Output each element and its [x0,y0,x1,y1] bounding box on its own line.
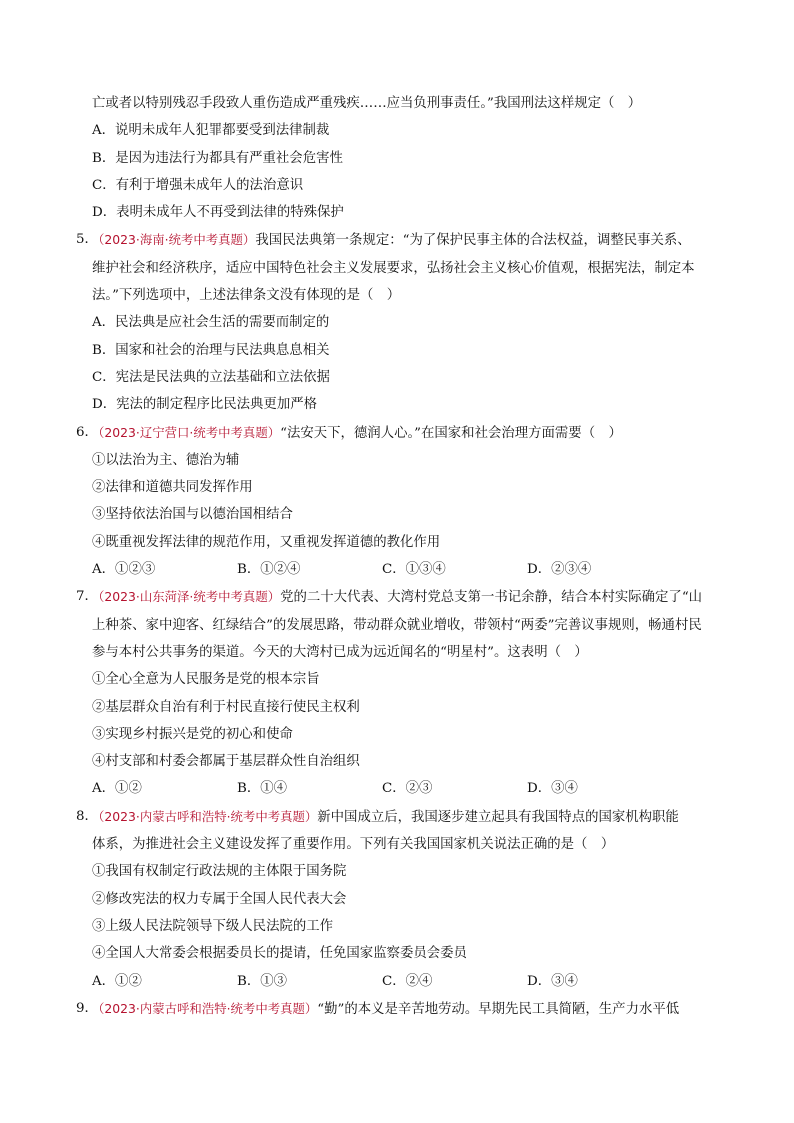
q5-stem-text-1: 我国民法典第一条规定：“为了保护民事主体的合法权益，调整民事关系、 [255,233,691,249]
q5-stem-line-2: 维护社会和经济秩序，适应中国特色社会主义发展要求，弘扬社会主义核心价值观，根据宪法，制定本 [92,260,695,276]
q7-stem-text-1: 党的二十大代表、大湾村党总支第一书记余静，结合本村实际确定了“山 [280,590,703,606]
question-6 [76,419,712,584]
q8-item-3: ③上级人民法院领导下级人民法院的工作 [92,918,334,934]
question-9 [76,995,712,1023]
q6-item-4: ④既重视发挥法律的规范作用，又重视发挥道德的教化作用 [92,534,441,550]
question-7 [76,583,712,802]
q4-option-b: B．是因为违法行为都具有严重社会危害性 [92,150,343,166]
q9-stem-line-1 [76,995,712,1023]
q6-option-d: D．②③④ [527,562,592,578]
q5-option-c: C．宪法是民法典的立法基础和立法依据 [92,369,330,385]
q7-item-1: ①全心全意为人民服务是党的根本宗旨 [92,672,320,688]
q7-option-d: D．③④ [527,781,578,797]
q5-number: 5． [76,232,98,248]
q4-option-c: C．有利于增强未成年人的法治意识 [92,177,304,193]
question-8 [76,803,712,995]
q8-stem-line-1 [76,803,712,831]
q8-item-1: ①我国有权制定行政法规的主体限于国务院 [92,864,347,880]
q5-option-a: A．民法典是应社会生活的需要而制定的 [92,315,330,331]
q6-item-1: ①以法治为主、德治为辅 [92,452,240,468]
q5-option-b: B．国家和社会的治理与民法典息息相关 [92,342,330,358]
q7-option-a: A．①② [92,781,142,797]
q6-option-c: C．①③④ [382,562,446,578]
q6-option-a: A．①②③ [92,562,156,578]
q6-stem-text-1: “法安天下，德润人心。”在国家和社会治理方面需要（ ） [280,425,622,441]
q8-option-b: B．①③ [237,973,288,989]
q9-number: 9． [76,1000,98,1016]
q8-option-d: D．③④ [527,973,578,989]
q8-item-2: ②修改宪法的权力专属于全国人民代表大会 [92,891,347,907]
q7-item-2: ②基层群众自治有利于村民直接行使民主权利 [92,699,360,715]
q8-stem-line-2: 体系，为推进社会主义建设发挥了重要作用。下列有关我国国家机关说法正确的是（ ） [92,837,615,853]
q7-item-4: ④村支部和村委会都属于基层群众性自治组织 [92,754,360,770]
q5-stem-line-1 [76,226,712,254]
q9-source: （2023·内蒙古呼和浩特·统考中考真题） [92,1000,318,1016]
q8-option-a: A．①② [92,973,142,989]
question-4-tail [92,90,712,226]
q5-source: （2023·海南·统考中考真题） [92,232,256,248]
q7-item-3: ③实现乡村振兴是党的初心和使命 [92,726,293,742]
q8-number: 8． [76,808,98,824]
q7-stem-line-1 [76,583,712,611]
q4-stem-line: 亡或者以特别残忍手段致人重伤造成严重残疾……应当负刑事责任。”我国刑法这样规定（ ） [92,96,642,111]
q4-option-a: A．说明未成年人犯罪都要受到法律制裁 [92,123,330,139]
q7-stem-line-2: 上种茶、家中迎客、红绿结合”的发展思路，带动群众就业增收，带领村“两委”完善议事规则，畅通村民 [92,617,702,633]
q6-item-3: ③坚持依法治国与以德治国相结合 [92,507,293,523]
q7-number: 7． [76,589,98,605]
q7-option-b: B．①④ [237,781,288,797]
q7-option-c: C．②③ [382,781,433,797]
q8-option-c: C．②④ [382,973,433,989]
q7-options-row [92,775,612,802]
q8-item-4: ④全国人大常委会根据委员长的提请，任免国家监察委员会委员 [92,946,467,962]
q5-stem-line-3: 法。”下列选项中，上述法律条文没有体现的是（ ） [92,288,401,304]
q6-stem-line-1 [76,419,712,447]
q6-source: （2023·辽宁营口·统考中考真题） [92,424,281,440]
question-5 [76,226,712,418]
q6-options-row [92,556,612,583]
q6-item-2: ②法律和道德共同发挥作用 [92,480,253,496]
q7-source: （2023·山东菏泽·统考中考真题） [92,589,281,605]
exam-page [76,90,712,1023]
q8-stem-text-1: 新中国成立后，我国逐步建立起具有我国特点的国家机构职能 [317,809,679,825]
q7-stem-line-3: 参与本村公共事务的渠道。今天的大湾村已成为远近闻名的“明星村”。这表明（ ） [92,644,588,660]
q6-option-b: B．①②④ [237,562,301,578]
q8-source: （2023·内蒙古呼和浩特·统考中考真题） [92,808,318,824]
q8-options-row [92,968,612,995]
q5-option-d: D．宪法的制定程序比民法典更加严格 [92,397,317,413]
q4-option-d: D．表明未成年人不再受到法律的特殊保护 [92,205,344,221]
q6-number: 6． [76,424,98,440]
q9-stem-text-1: “勤”的本义是辛苦地劳动。早期先民工具简陋，生产力水平低 [317,1001,680,1017]
